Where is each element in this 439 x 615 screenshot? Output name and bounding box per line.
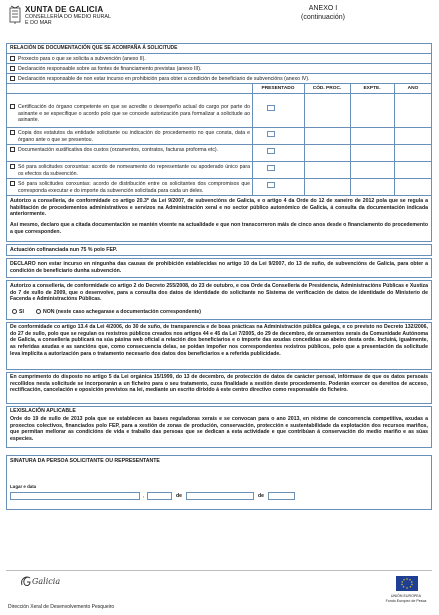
col-file: EXPTE. (363, 86, 381, 91)
comma-separator: , (143, 493, 145, 499)
checkbox-statutes[interactable] (10, 130, 15, 135)
item-representative: Só para solicitudes conxuntas: acordo de nomeamento do representante ou apoderado único para os efectos da subvención. (18, 164, 250, 177)
place-date-label: Lugar e data (10, 484, 37, 489)
de-label-2: de (258, 493, 265, 499)
de-label-1: de (176, 493, 183, 499)
xunta-logo (8, 5, 22, 25)
item-certification: Certificación do órgano competente en que se acredite o desempeño actual do cargo por parte do asinante e se especifique o acordo polo que se concede autorización para formalizar a solicitude ao asinante. (18, 104, 250, 124)
checkbox-distribution[interactable] (10, 181, 15, 186)
day-field[interactable] (147, 492, 172, 500)
cofinanced-text: Actuación cofinanciada nun 75 % polo FEP. (10, 247, 118, 253)
item-project: Proxecto para o que se solicita a subvención (anexo II). (18, 56, 146, 62)
checkbox-certification[interactable] (10, 104, 15, 109)
presented-box-distribution[interactable] (267, 182, 275, 188)
item-distribution: Só para solicitudes conxuntas: acordo de distribución entre os solicitantes dos compromisos que corresponda executar e do importe da subvención solicitada para cada un deles. (18, 181, 250, 194)
radio-yes-label: SI (19, 309, 24, 315)
item-costs: Documentación xustificativa dos custos (orzamentos, contratos, facturas proforma etc). (18, 147, 219, 153)
authorization-text-2: Así mesmo, declaro que a citada documentación se mantén vixente na actualidade e que non transcorreron máis de cinco anos desde o financiamento do procedemento a que corresponden. (10, 222, 428, 235)
col-year: ANO (407, 86, 419, 91)
checkbox-project[interactable] (10, 56, 15, 61)
col-proc-code: CÓD. PROC. (312, 86, 342, 91)
item-funding-sources: Declaración responsable sobre as fontes de financiamento previstas (anexo III). (18, 66, 202, 72)
presented-box-costs[interactable] (267, 148, 275, 154)
annex-subtitle: (continuación) (301, 14, 345, 21)
year-field[interactable] (268, 492, 295, 500)
eu-stars-icon (396, 576, 418, 591)
legislation-text: Orde do 19 de xullo de 2013 pola que se establecen as bases reguladoras xerais e se convocan para o ano 2013, en réxime de concorrencia competitiva, axudas a proxectos colectivos, financiados polo FEP, para a xestión de zonas de produción, conservación, protección e sustentabilidade da explotación dos recursos mariños, que permitan mellorar as condicións de vida e traballo das persoas que se dedican a esta actividade e que contribúan á conservación do medio mariño e as súas especies. (10, 416, 428, 442)
legislation-title: LEXISLACIÓN APLICABLE (10, 408, 76, 414)
place-field[interactable] (10, 492, 140, 500)
org-department-line2: E DO MAR (25, 20, 52, 26)
radio-yes[interactable] (12, 309, 17, 314)
org-name: XUNTA DE GALICIA (25, 5, 104, 14)
presented-box-certification[interactable] (267, 105, 275, 111)
presented-box-statutes[interactable] (267, 131, 275, 137)
item-statutes: Copia dos estatutos da entidade solicitante ou indicación do procedemento no que consta, data e órgano ante o que se presentou. (18, 130, 250, 143)
checkbox-representative[interactable] (10, 164, 15, 169)
galicia-logo-text: Galicia (32, 577, 61, 586)
radio-no[interactable] (36, 309, 41, 314)
annex-title: ANEXO I (308, 5, 338, 12)
authorization-text: Autorizo a consellería, de conformidade co artigo 20.3º da Lei 9/2007, de subvencións de Galicia, e o artigo 4 da Orde do 12 de xaneiro de 2012 pola que se regula a habilitación de procedementos administrativos e servizos na Administración xeral e no sector público autonómico de Galicia, á consulta da documentación indicada anteriormente. (10, 198, 428, 218)
col-presented: PRESENTADO (261, 86, 295, 91)
data-protection-text: En cumprimento do disposto no artigo 5 da Lei orgánica 15/1999, do 13 de decembro, de protección de datos de carácter persoal, infórmase de que os datos persoais recollidos nesta solicitude se incorporarán a un ficheiro para o seu tratamento, cuxa finalidade a xestión deste procedemento. Poderán exercer os dereitos de acceso, rectificación, cancelación e oposición previstos na lei, mediante un escrito dirixido á este centro directivo como responsable do ficheiro. (10, 374, 428, 394)
eu-flag (396, 576, 418, 591)
checkbox-funding-sources[interactable] (10, 66, 15, 71)
declaration-text: DECLARO non estar incurso en ningunha das causas de prohibición establecidas no artigo 10 da Lei 9/2007, do 13 de xuño, de subvencións de Galicia, para obter a condición de beneficiario dunha subvención. (10, 261, 428, 274)
checkbox-costs[interactable] (10, 147, 15, 152)
xunta-emblem-icon (8, 5, 22, 25)
signature-title: SINATURA DA PERSOA SOLICITANTE OU REPRESENTANTE (10, 458, 160, 464)
item-no-prohibition: Declaración responsable de non estar incurso en prohibición para obter a condición de beneficiario de subvencións (anexo IV). (18, 76, 310, 82)
eu-text: UNIÓN EUROPEA (390, 594, 422, 598)
month-field[interactable] (186, 492, 254, 500)
identity-text: Autorizo a consellería, de conformidade co artigo 2 do Decreto 255/2008, do 23 de outubro, e coa Orde da Consellería de Presidencia, Administracións Públicas e Xustiza do 7 de xullo de 2009, que o desenvolve, para a consulta dos datos de identidade do solicitante no Sistema de verificación de datos de identidade do Ministerio de Facenda e Administracións Públicas. (10, 283, 428, 303)
relation-title: RELACIÓN DE DOCUMENTACIÓN QUE SE ACOMPAÑA Á SOLICITUDE (10, 45, 178, 51)
eu-fund-text: Fondo Europeo de Pesca (385, 599, 427, 603)
checkbox-no-prohibition[interactable] (10, 76, 15, 81)
directorate-name: Dirección Xeral de Desenvolvemento Pesqueiro (8, 604, 115, 610)
galicia-logo (18, 573, 68, 591)
org-department-line1: CONSELLERÍA DO MEDIO RURAL (25, 14, 111, 20)
transparency-text: De conformidade co artigo 13.4 da Lei 4/2006, do 30 de xuño, de transparencia e de boas prácticas na Administración pública galega, e co previsto no Decreto 132/2006, do 27 de xullo, polo que se regulan os rexistros públicos creados nos artigos 44 e 45 da Lei 7/2005, do 29 de decembro, de orzamentos xerais da Comunidade Autónoma de Galicia, a consellería publicará na súa páxina web oficial a relación dos beneficiarios e o importe das axudas concedidas ao abeiro desta orde. Incluirá, igualmente, as referidas axudas e as sancións que, como consecuencia delas, se poidan impoñer nos correspondentes rexistros públicos, polo que a presentación da solicitude leva implícita a autorización para o tratamento necesario dos datos dos beneficiarios e a referida publicidade. (10, 324, 428, 357)
radio-no-label: NON (neste caso achegarase a documentación correspondente) (43, 309, 201, 315)
presented-box-representative[interactable] (267, 165, 275, 171)
